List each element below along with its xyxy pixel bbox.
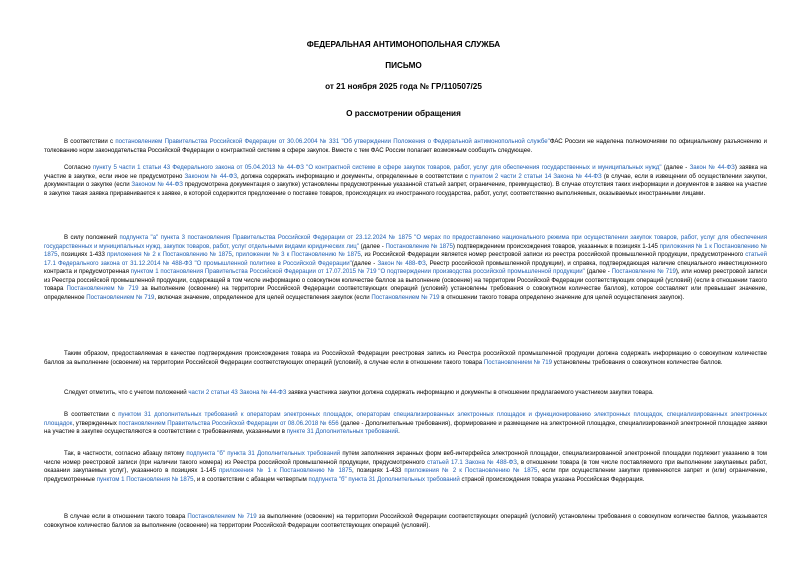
paragraph-text: предусмотрена документация о закупке) установлены предусмотренные указанной статьей запрет, ограничение, преимущество). В случае отсутствия таких информации и документов в заявке на участие в закупке такая заявка приравнивается к заявке, в которой содержится предложение о поставке товаров, происходящих из иностранного государства, работ, услуг, соответственно выполняемых, оказываемых иностранными лицами. <box>44 181 767 197</box>
paragraph-7 <box>44 450 767 484</box>
legal-reference-link[interactable]: Законом № 44-ФЗ <box>131 181 183 189</box>
legal-reference-link[interactable]: Постановлением № 719 <box>86 293 155 301</box>
paragraph-text: , <box>231 251 236 259</box>
paragraph-text: (далее - <box>351 259 378 267</box>
paragraph-text: , и в соответствии с абзацем четвертым <box>193 475 309 483</box>
legal-reference-link[interactable]: статьей 17.1 Закона № 488-ФЗ <box>426 458 517 466</box>
legal-reference-link[interactable]: приложения № 1 к Постановлению № 1875 <box>44 242 767 259</box>
paragraph-text: , если при осуществлении закупки применяются запрет и (или) ограничение, предусмотренные <box>44 467 768 483</box>
legal-reference-link[interactable]: постановлением Правительства Российской Федерации от 30.06.2004 № 331 "Об утверждении Положения о Федеральной антимонопольной службе" <box>115 138 550 145</box>
agency-name: ФЕДЕРАЛЬНАЯ АНТИМОНОПОЛЬНАЯ СЛУЖБА <box>306 40 501 49</box>
paragraph-text: Так, в частности, согласно абзацу пятому <box>64 450 187 457</box>
legal-reference-link[interactable]: пунктом 1 Постановления № 1875 <box>96 475 194 483</box>
paragraph-text: , позициях 1-433 <box>352 467 405 475</box>
paragraph-text: ) заявка на участие в закупке, если иное не предусмотрено <box>44 164 767 180</box>
paragraph-2 <box>44 164 767 198</box>
paragraph-text: (далее - <box>358 242 386 250</box>
paragraph-text: , Реестр российской промышленной продукции), и справка, подтверждающая наличие специального инвестиционного контракта и предусмотренная <box>44 259 767 276</box>
paragraph-text: Таким образом, предоставляемая в качестве подтверждения происхождения товара из Российской Федерации реестровая запись из Реестра российской промышленной продукции должна содержать информацию о совокупном количестве баллов за выполнение (освоение) на территории Российской Федерации соответствующих операций (условий), в случае если в отношении такого товара <box>44 350 767 366</box>
legal-reference-link[interactable]: пунктом 31 дополнительных требований к операторам электронных площадок, операторам специализированных электронных площадок и функционированию электронных площадок, специализированных электронных площадок <box>44 411 768 427</box>
paragraph-text: ), или номер реестровой записи из Реестра российской промышленной продукции, содержащей в том числе информацию о совокупном количестве баллов за выполнение (освоение) на территории Российской Федерации соответствующих операций (условий) (если в отношении такого товара <box>44 268 767 293</box>
legal-reference-link[interactable]: Постановление № 719 <box>611 268 676 276</box>
paragraph-text: ) подтверждением происхождения товаров, указанных в позициях 1-145 <box>452 242 660 250</box>
paragraph-6 <box>44 411 767 437</box>
legal-reference-link[interactable]: Закон № 488-ФЗ <box>377 259 426 267</box>
paragraph-text: установлены требования о совокупном количестве баллов. <box>552 358 723 366</box>
paragraph-text: за выполнение (освоение) на территории Российской Федерации соответствующих операций (условий) установлены требования о совокупном количестве баллов, указывается совокупное количество баллов за выполнение (освоение) на территории Российской Федерации соответствующих операций (условий). <box>44 513 767 529</box>
legal-reference-link[interactable]: Постановлением № 719 <box>187 513 257 520</box>
paragraph-text: страной происхождения товара указана Российская Федерация. <box>459 475 645 483</box>
paragraph-text: Следует отметить, что с учетом положений <box>64 389 189 396</box>
legal-reference-link[interactable]: Постановлением № 719 <box>66 285 139 293</box>
legal-reference-link[interactable]: пункту 5 части 1 статьи 43 Федерального закона от 05.04.2013 № 44-ФЗ "О контрактной системе в сфере закупок товаров, работ, услуг для обеспечения государственных и муниципальных нужд" <box>92 164 662 171</box>
document-subject: О рассмотрении обращения <box>346 109 461 118</box>
paragraph-text: В случае если в отношении такого товара <box>64 513 188 520</box>
legal-reference-link[interactable]: пунктом 2 части 2 статьи 14 Закона № 44-ФЗ <box>470 172 602 180</box>
legal-reference-link[interactable]: подпункта "б" пункта 31 Дополнительных требований <box>308 475 460 483</box>
paragraph-text: (в случае, если в извещении об осуществлении закупки, документации о закупке (если <box>44 172 768 189</box>
legal-reference-link[interactable]: пункте 31 Дополнительных требований <box>286 428 399 436</box>
paragraph-text: , утвержденных <box>72 419 119 427</box>
paragraph-text: (далее - Дополнительные требования), формирование и размещение на электронной площадке, специализированной электронной площадке заявки на участие в закупке осуществляются в соответствии с требованиями, указанными в <box>44 419 768 436</box>
paragraph-1 <box>44 138 767 155</box>
legal-reference-link[interactable]: пунктом 1 постановления Правительства Российской Федерации от 17.07.2015 № 719 "О подтверждении производства российской промышленной продукции" <box>130 268 585 276</box>
paragraph-5 <box>44 389 767 398</box>
legal-reference-link[interactable]: части 2 статьи 43 Закона № 44-ФЗ <box>188 389 287 396</box>
legal-reference-link[interactable]: Постановлением № 719 <box>371 293 440 301</box>
paragraph-text: ФАС России не наделена полномочиями по официальному разъяснению и толкованию норм законодательства Российской Федерации о контрактной системе в сфере закупок. Вместе с тем ФАС России полагает возможным сообщить следующее. <box>44 138 767 154</box>
paragraph-text: Согласно <box>64 164 93 171</box>
paragraph-text: заявка участника закупки должна содержать информацию и документы в отношении предлагаемого участником закупки товара. <box>286 389 654 396</box>
legal-reference-link[interactable]: подпункта "б" пункта 31 Дополнительных требований <box>186 450 341 457</box>
legal-reference-link[interactable]: Законом № 44-ФЗ <box>184 172 238 180</box>
legal-reference-link[interactable]: Постановление № 1875 <box>385 242 453 250</box>
paragraph-text: , включая значение, определенное для целей осуществления закупок (если <box>154 293 372 301</box>
paragraph-3 <box>44 234 767 302</box>
document-date-number: от 21 ноября 2025 года № ГР/110507/25 <box>325 82 482 91</box>
paragraph-text: В соответствии с <box>64 138 116 145</box>
legal-reference-link[interactable]: Закон № 44-ФЗ <box>689 164 735 171</box>
paragraph-text: , из Российской Федерации является номер реестровой записи из реестра российской промышленной продукции, предусмотренного <box>360 251 746 259</box>
document-type: ПИСЬМО <box>385 61 422 70</box>
paragraph-text: В соответствии с <box>64 411 119 418</box>
legal-reference-link[interactable]: приложения № 2 к Постановлению № 1875 <box>404 467 538 475</box>
legal-reference-link[interactable]: приложения № 2 к Постановлению № 1875 <box>106 251 232 259</box>
legal-reference-link[interactable]: подпункта "а" пункта 3 постановления Правительства Российской Федерации от 23.12.2024 № 1875 "О мерах по предоставлению национального режима при осуществлении закупок товаров, работ, услуг для обеспечения государственных и муниципальных нужд, закупок товаров, работ, услуг отдельными видами юридических лиц" <box>44 234 767 250</box>
paragraph-text: путем заполнения экранных форм веб-интерфейса электронной площадки, специализированной электронной площадки подлежит указанию в том числе номер реестровой записи (при наличии такого номера) из Реестра российской промышленной продукции, предусмотренного <box>44 450 767 466</box>
legal-reference-link[interactable]: приложения № 1 к Постановлению № 1875 <box>219 467 353 475</box>
paragraph-4 <box>44 350 767 367</box>
paragraph-text: за выполнение (освоение) на территории Российской Федерации соответствующих операций (условий) установлены требования о совокупном количестве баллов), которое составляет или превышает значение, определенное <box>44 285 767 301</box>
paragraph-text: , в отношении товара (в том числе поставляемого при выполнении закупаемых работ, оказании закупаемых услуг), указанного в позициях 1-145 <box>44 458 767 475</box>
legal-reference-link[interactable]: приложении № 3 к Постановлению № 1875 <box>235 251 361 259</box>
paragraph-text: , позициях 1-433 <box>57 251 107 259</box>
paragraph-text: в отношении такого товара определено значение для целей осуществления закупок). <box>439 293 685 301</box>
paragraph-text: . <box>398 428 400 436</box>
paragraph-text: В силу положений <box>64 234 120 241</box>
legal-reference-link[interactable]: Постановлением № 719 <box>483 358 553 366</box>
paragraph-8 <box>44 513 767 530</box>
legal-reference-link[interactable]: статьей 17.1 Федерального закона от 31.12.2014 № 488-ФЗ "О промышленной политике в Российской Федерации" <box>44 251 768 267</box>
paragraph-text: , должна содержать информацию и документы, определенные в соответствии с <box>237 172 471 180</box>
paragraph-text: (далее - <box>661 164 690 171</box>
legal-reference-link[interactable]: постановлением Правительства Российской Федерации от 08.06.2018 № 656 <box>118 419 339 427</box>
paragraph-text: (далее - <box>584 268 612 276</box>
